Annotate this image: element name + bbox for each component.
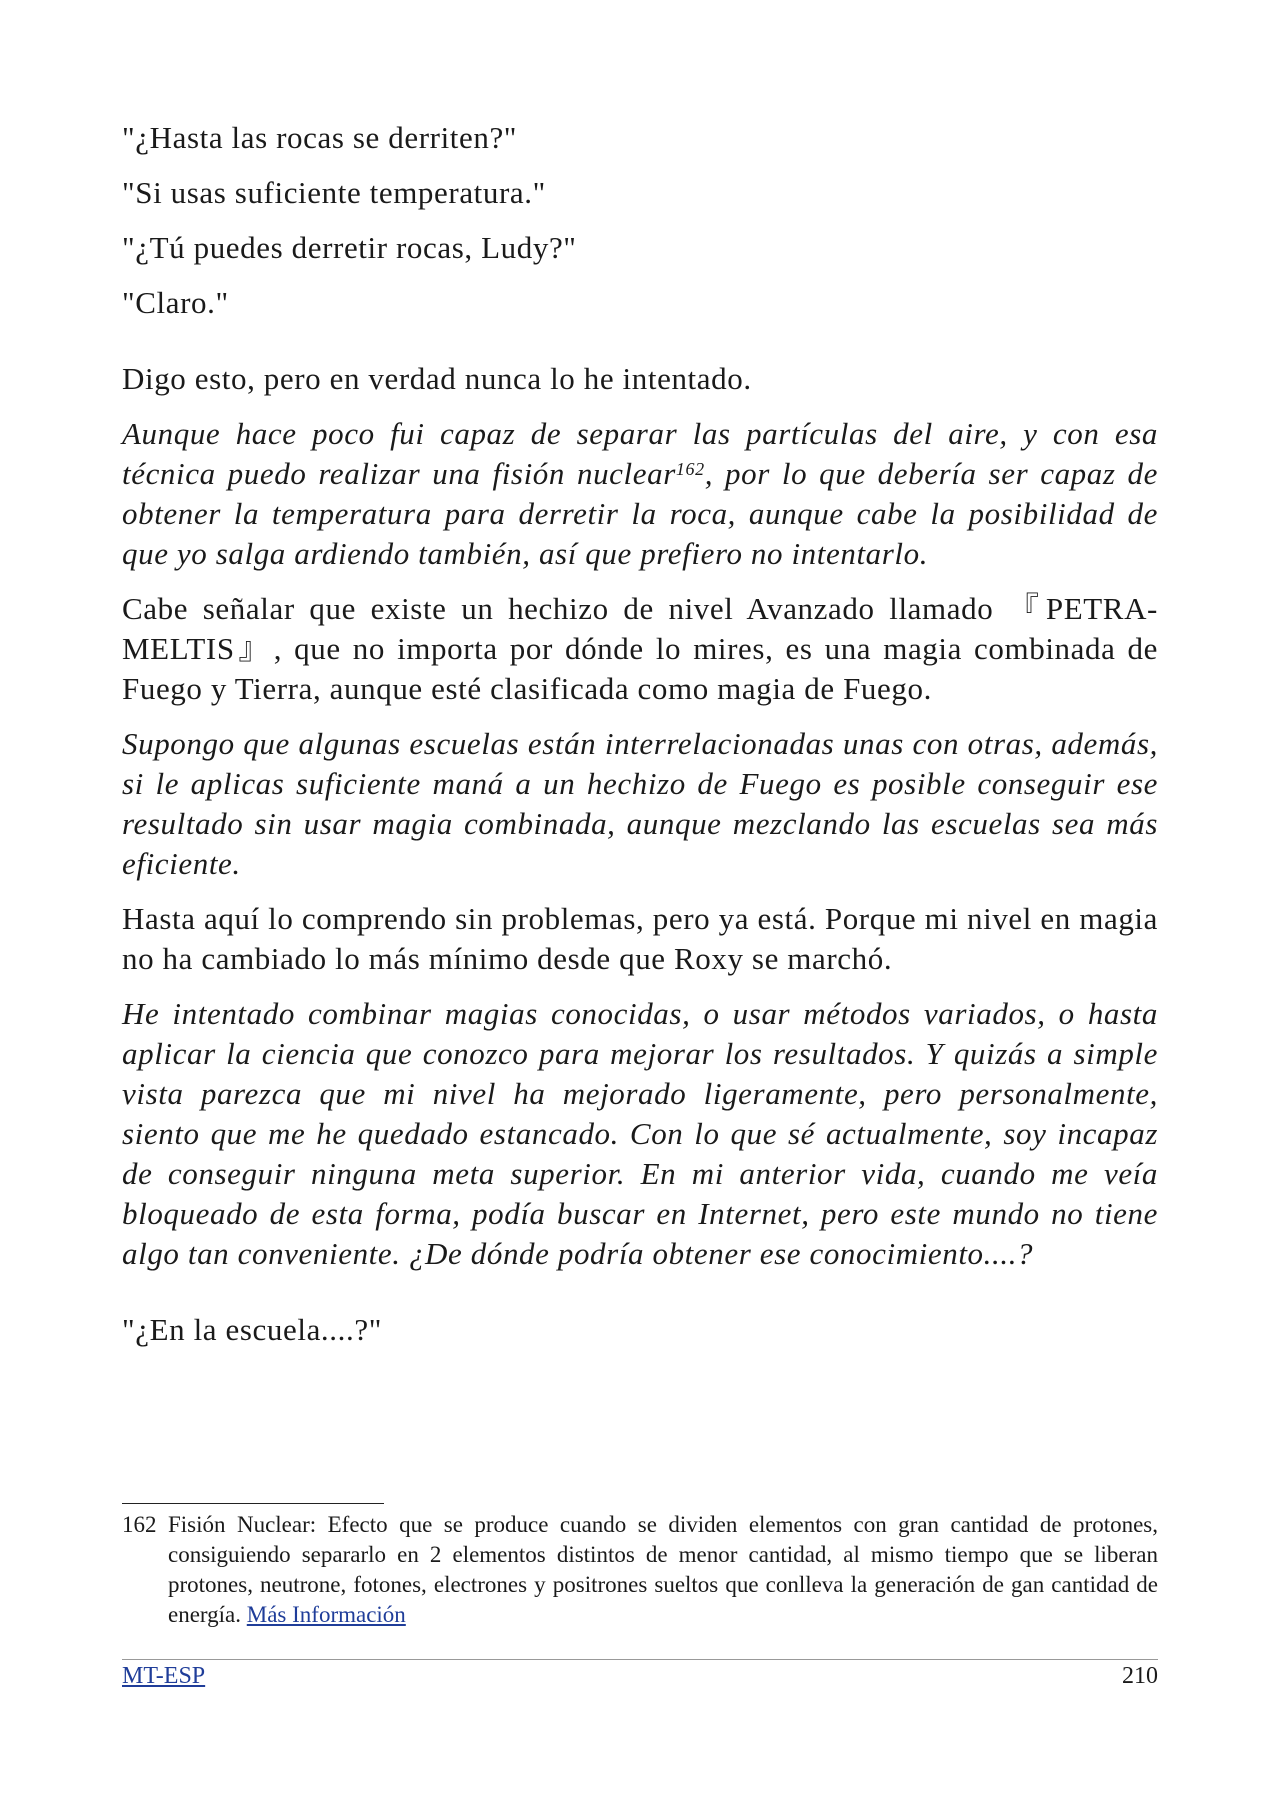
dialogue-line: "¿Tú puedes derretir rocas, Ludy?" [122, 230, 577, 265]
thought-paragraph: He intentado combinar magias conocidas, o usar métodos variados, o hasta aplicar la ciencia que conozco para mejorar los resultados. Y quizás a simple vista parezca que mi nivel ha mejorado ligeramente, pero personalmente, siento que me he quedado estancado. Con lo que sé actualmente, soy incapaz de conseguir ninguna meta superior. En mi anterior vida, cuando me veía bloqueado de esta forma, podía buscar en Internet, pero este mundo no tiene algo tan conveniente. ¿De dónde podría obtener ese conocimiento....? [122, 996, 1158, 1271]
paragraph-text: , por lo que debería ser capaz de obtener la temperatura para derretir la roca, aunque cabe la posibilidad de que yo salga ardiendo también, así que prefiero no intentarlo. [122, 456, 1158, 571]
footnote-reference[interactable]: 162 [675, 458, 705, 479]
footnote-number: 162 [122, 1512, 157, 1537]
dialogue-line: "¿Hasta las rocas se derriten?" [122, 120, 518, 155]
footnote [122, 1510, 1158, 1630]
footer-site-link[interactable]: MT-ESP [122, 1663, 206, 1689]
paragraph-text: Aunque hace poco fui capaz de separar las partículas del aire, y con esa técnica puedo realizar una fisión nuclear [122, 416, 1158, 491]
paragraph: Hasta aquí lo comprendo sin problemas, pero ya está. Porque mi nivel en magia no ha cambiado lo más mínimo desde que Roxy se marchó. [122, 901, 1158, 976]
footnote-text: Fisión Nuclear: Efecto que se produce cuando se dividen elementos con gran cantidad de protones, consiguiendo separarlo en 2 elementos distintos de menor cantidad, al mismo tiempo que se liberan protones, neutrone, fotones, electrones y positrones sueltos que conlleva la generación de gan cantidad de energía. [168, 1512, 1158, 1627]
footer-separator [122, 1659, 1158, 1660]
paragraph: Cabe señalar que existe un hechizo de nivel Avanzado llamado 『PETRA-MELTIS』, que no importa por dónde lo mires, es una magia combinada de Fuego y Tierra, aunque esté clasificada como magia de Fuego. [122, 591, 1158, 706]
dialogue-line: "Claro." [122, 285, 229, 320]
thought-paragraph: Supongo que algunas escuelas están interrelacionadas unas con otras, además, si le aplicas suficiente maná a un hechizo de Fuego es posible conseguir ese resultado sin usar magia combinada, aunque mezclando las escuelas sea más eficiente. [122, 726, 1158, 881]
footnote-separator [122, 1503, 384, 1504]
page-body [122, 118, 1158, 1365]
page-footer [122, 1661, 1158, 1691]
paragraph: Digo esto, pero en verdad nunca lo he intentado. [122, 361, 752, 396]
dialogue-line: "Si usas suficiente temperatura." [122, 175, 546, 210]
page-number: 210 [1122, 1663, 1158, 1689]
thought-paragraph [122, 414, 1158, 574]
more-info-link[interactable]: Más Información [246, 1602, 406, 1627]
dialogue-line: "¿En la escuela....?" [122, 1312, 382, 1347]
